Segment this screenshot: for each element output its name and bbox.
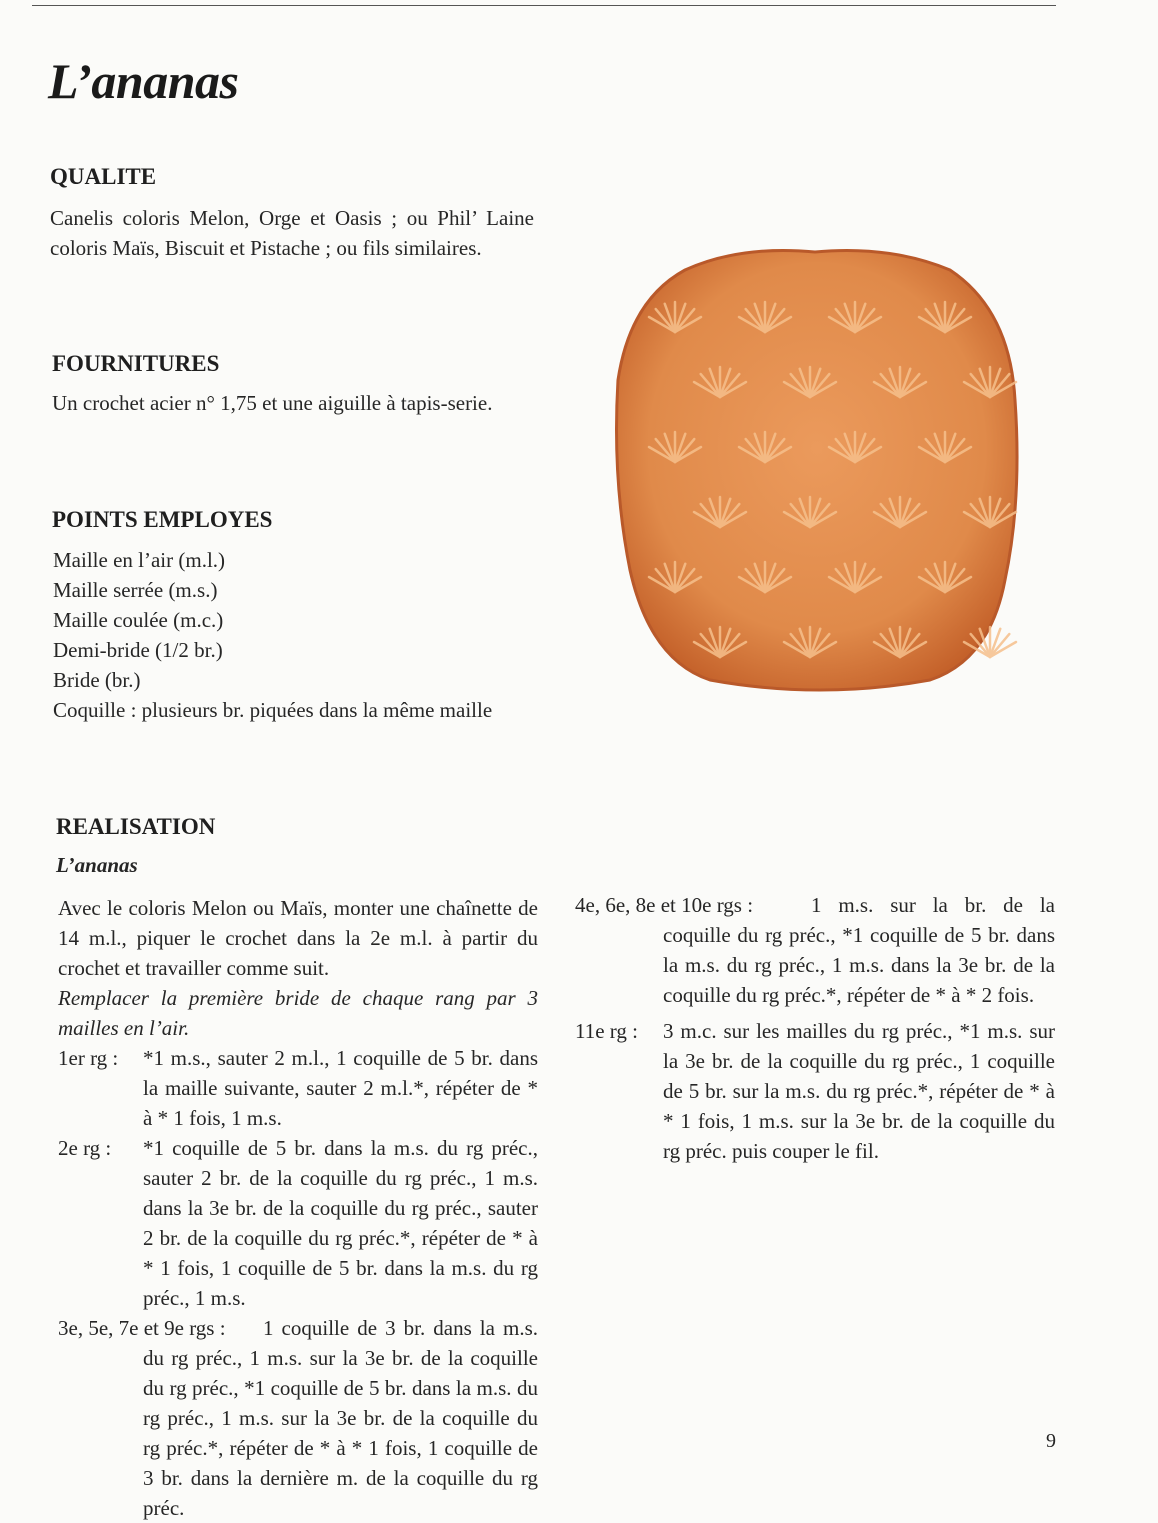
- intro-italic-text: Remplacer la première bride de chaque rang par 3 mailles en l’air.: [58, 986, 538, 1040]
- qualite-text: Canelis coloris Melon, Orge et Oasis ; ou Phil’ Laine coloris Maïs, Biscuit et Pistache ; ou fils similaires.: [50, 206, 534, 260]
- row-text: *1 coquille de 5 br. dans la m.s. du rg préc., sauter 2 br. de la coquille du rg préc., 1 m.s. dans la 3e br. de la coquille du rg préc., sauter 2 br. de la coquille du rg préc.*, répéter de * à * 1 fois, 1 coquille de 5 br. dans la m.s. du rg préc., 1 m.s.: [143, 1136, 538, 1310]
- row-instruction: [58, 1313, 538, 1523]
- row-label: 2e rg :: [58, 1136, 112, 1160]
- list-item: Demi-bride (1/2 br.): [53, 638, 223, 662]
- row-label: 11e rg :: [575, 1019, 638, 1043]
- row-label: 4e, 6e, 8e et 10e rgs :: [575, 893, 754, 917]
- top-rule: [32, 5, 1056, 6]
- list-item: Maille en l’air (m.l.): [53, 548, 226, 572]
- realisation-heading: REALISATION: [56, 814, 216, 839]
- row-text: 3 m.c. sur les mailles du rg préc., *1 m.s. sur la 3e br. de la coquille du rg préc., 1 coquille de 5 br. sur la m.s. du rg préc.*, répéter de * à * 1 fois, 1 m.s. sur la 3e br. de la coquille du rg préc. puis couper le fil.: [663, 1019, 1055, 1163]
- row-instruction: [58, 1133, 538, 1313]
- page-number: 9: [1046, 1430, 1056, 1452]
- qualite-heading: QUALITE: [50, 164, 157, 189]
- row-instruction: [58, 1043, 538, 1133]
- row-text: 1 m.s. sur la br. de la coquille du rg préc., *1 coquille de 5 br. dans la m.s. du rg préc., 1 m.s. dans la 3e br. de la coquille du rg préc.*, répéter de * à * 2 fois.: [663, 893, 1055, 1007]
- realisation-column-right: [575, 890, 1055, 1166]
- row-text: *1 m.s., sauter 2 m.l., 1 coquille de 5 br. dans la maille suivante, sauter 2 m.l.*, répéter de * à * 1 fois, 1 m.s.: [143, 1046, 538, 1130]
- fournitures-text: Un crochet acier n° 1,75 et une aiguille à tapis-serie.: [52, 391, 493, 415]
- page-title: L’ananas: [48, 53, 239, 109]
- realisation-column-left: [58, 893, 538, 1523]
- crochet-swatch-photo: [590, 240, 1040, 710]
- intro-text: Avec le coloris Melon ou Maïs, monter une chaînette de 14 m.l., piquer le crochet dans la 2e m.l. à partir du crochet et travailler comme suit.: [58, 896, 538, 980]
- row-instruction: [575, 1016, 1055, 1166]
- row-label: 1er rg :: [58, 1046, 119, 1070]
- row-text: 1 coquille de 3 br. dans la m.s. du rg préc., 1 m.s. sur la 3e br. de la coquille du rg préc., *1 coquille de 5 br. dans la m.s. du rg préc., 1 m.s. sur la 3e br. de la coquille du rg préc.*, répéter de * à * 1 fois, 1 coquille de 3 br. dans la dernière m. de la coquille du rg préc.: [143, 1316, 538, 1520]
- points-heading: POINTS EMPLOYES: [52, 507, 273, 532]
- row-label: 3e, 5e, 7e et 9e rgs :: [58, 1316, 226, 1340]
- fournitures-heading: FOURNITURES: [52, 351, 220, 376]
- list-item: Coquille : plusieurs br. piquées dans la même maille: [53, 698, 493, 722]
- points-list: [53, 545, 535, 725]
- list-item: Maille coulée (m.c.): [53, 608, 224, 632]
- list-item: Bride (br.): [53, 668, 141, 692]
- row-instruction: [575, 890, 1055, 1010]
- list-item: Maille serrée (m.s.): [53, 578, 218, 602]
- realisation-subtitle: L’ananas: [56, 853, 138, 877]
